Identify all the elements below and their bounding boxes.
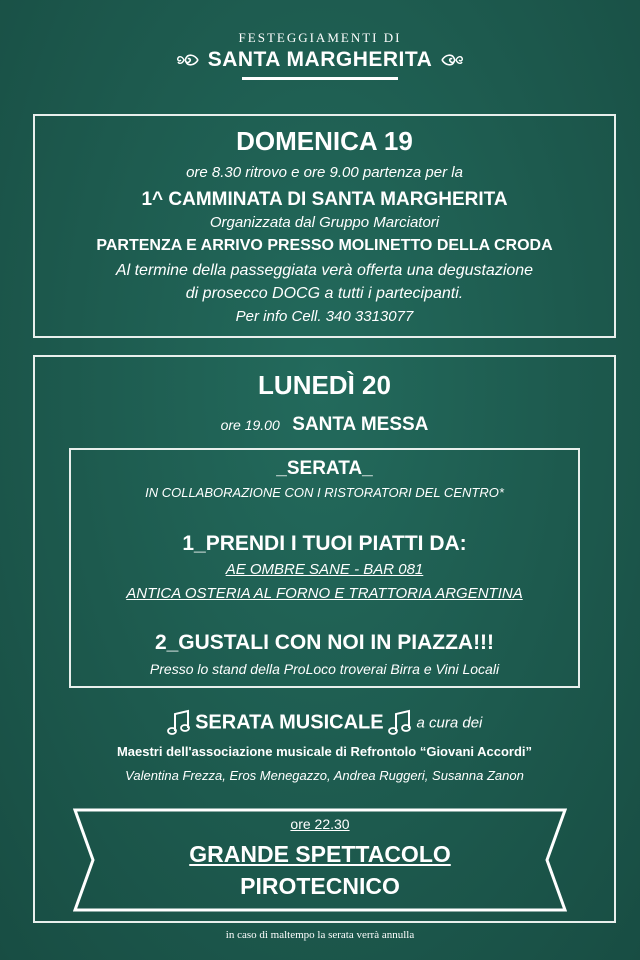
music-by: a cura dei — [416, 714, 483, 732]
music-association: Maestri dell'associazione musicale di Refrontolo “Giovani Accordi” — [116, 744, 533, 759]
header — [0, 30, 640, 80]
sunday-location: PARTENZA E ARRIVO PRESSO MOLINETTO DELLA CRODA — [96, 237, 553, 254]
header-underline — [242, 77, 398, 80]
sunday-event: 1^ CAMMINATA DI SANTA MARGHERITA — [141, 189, 508, 210]
fireworks-time: ore 22.30 — [290, 816, 350, 832]
fireworks-banner — [73, 808, 567, 912]
serata-box — [69, 448, 580, 688]
serata-places-2: ANTICA OSTERIA AL FORNO E TRATTORIA ARGENTINA — [126, 585, 523, 602]
sunday-note-1: Al termine della passeggiata verà offerta una degustazione — [115, 262, 534, 279]
monday-day: LUNEDÌ 20 — [258, 370, 391, 400]
sunday-info: Per info Cell. 340 3313077 — [235, 308, 414, 325]
footer-note: in caso di maltempo la serata verrà annulla — [225, 929, 415, 941]
sunday-day: DOMENICA 19 — [236, 126, 413, 156]
header-subtitle: FESTEGGIAMENTI DI — [238, 30, 402, 45]
mass-title: SANTA MESSA — [292, 414, 429, 435]
header-title: SANTA MARGHERITA — [207, 48, 433, 71]
music-note-icon — [388, 709, 412, 737]
sunday-box — [33, 114, 616, 338]
sunday-note-2: di prosecco DOCG a tutti i partecipanti. — [185, 285, 464, 302]
sunday-time: ore 8.30 ritrovo e ore 9.00 partenza per la — [186, 164, 463, 181]
serata-collab: IN COLLABORAZIONE CON I RISTORATORI DEL CENTRO* — [145, 485, 504, 500]
music-title-row — [35, 709, 614, 737]
serata-step-1: 1_PRENDI I TUOI PIATTI DA: — [182, 532, 467, 555]
music-note-icon — [167, 709, 191, 737]
mass-row — [35, 414, 614, 436]
serata-step-2: 2_GUSTALI CON NOI IN PIAZZA!!! — [154, 631, 495, 654]
flourish-right-icon — [440, 48, 464, 72]
mass-time: ore 19.00 — [220, 417, 280, 433]
music-performers: Valentina Frezza, Eros Menegazzo, Andrea Ruggeri, Susanna Zanon — [125, 768, 524, 783]
fireworks-line-1: GRANDE SPETTACOLO — [189, 841, 451, 867]
serata-places-1: AE OMBRE SANE - BAR 081 — [225, 561, 424, 578]
header-title-row — [0, 48, 640, 72]
serata-title: _SERATA_ — [276, 458, 373, 479]
serata-stand: Presso lo stand della ProLoco troverai Birra e Vini Locali — [149, 661, 500, 677]
fireworks-line-2: PIROTECNICO — [240, 873, 400, 899]
sunday-organizer: Organizzata dal Gruppo Marciatori — [209, 214, 440, 231]
flourish-left-icon — [176, 48, 200, 72]
music-title: SERATA MUSICALE — [195, 711, 384, 734]
